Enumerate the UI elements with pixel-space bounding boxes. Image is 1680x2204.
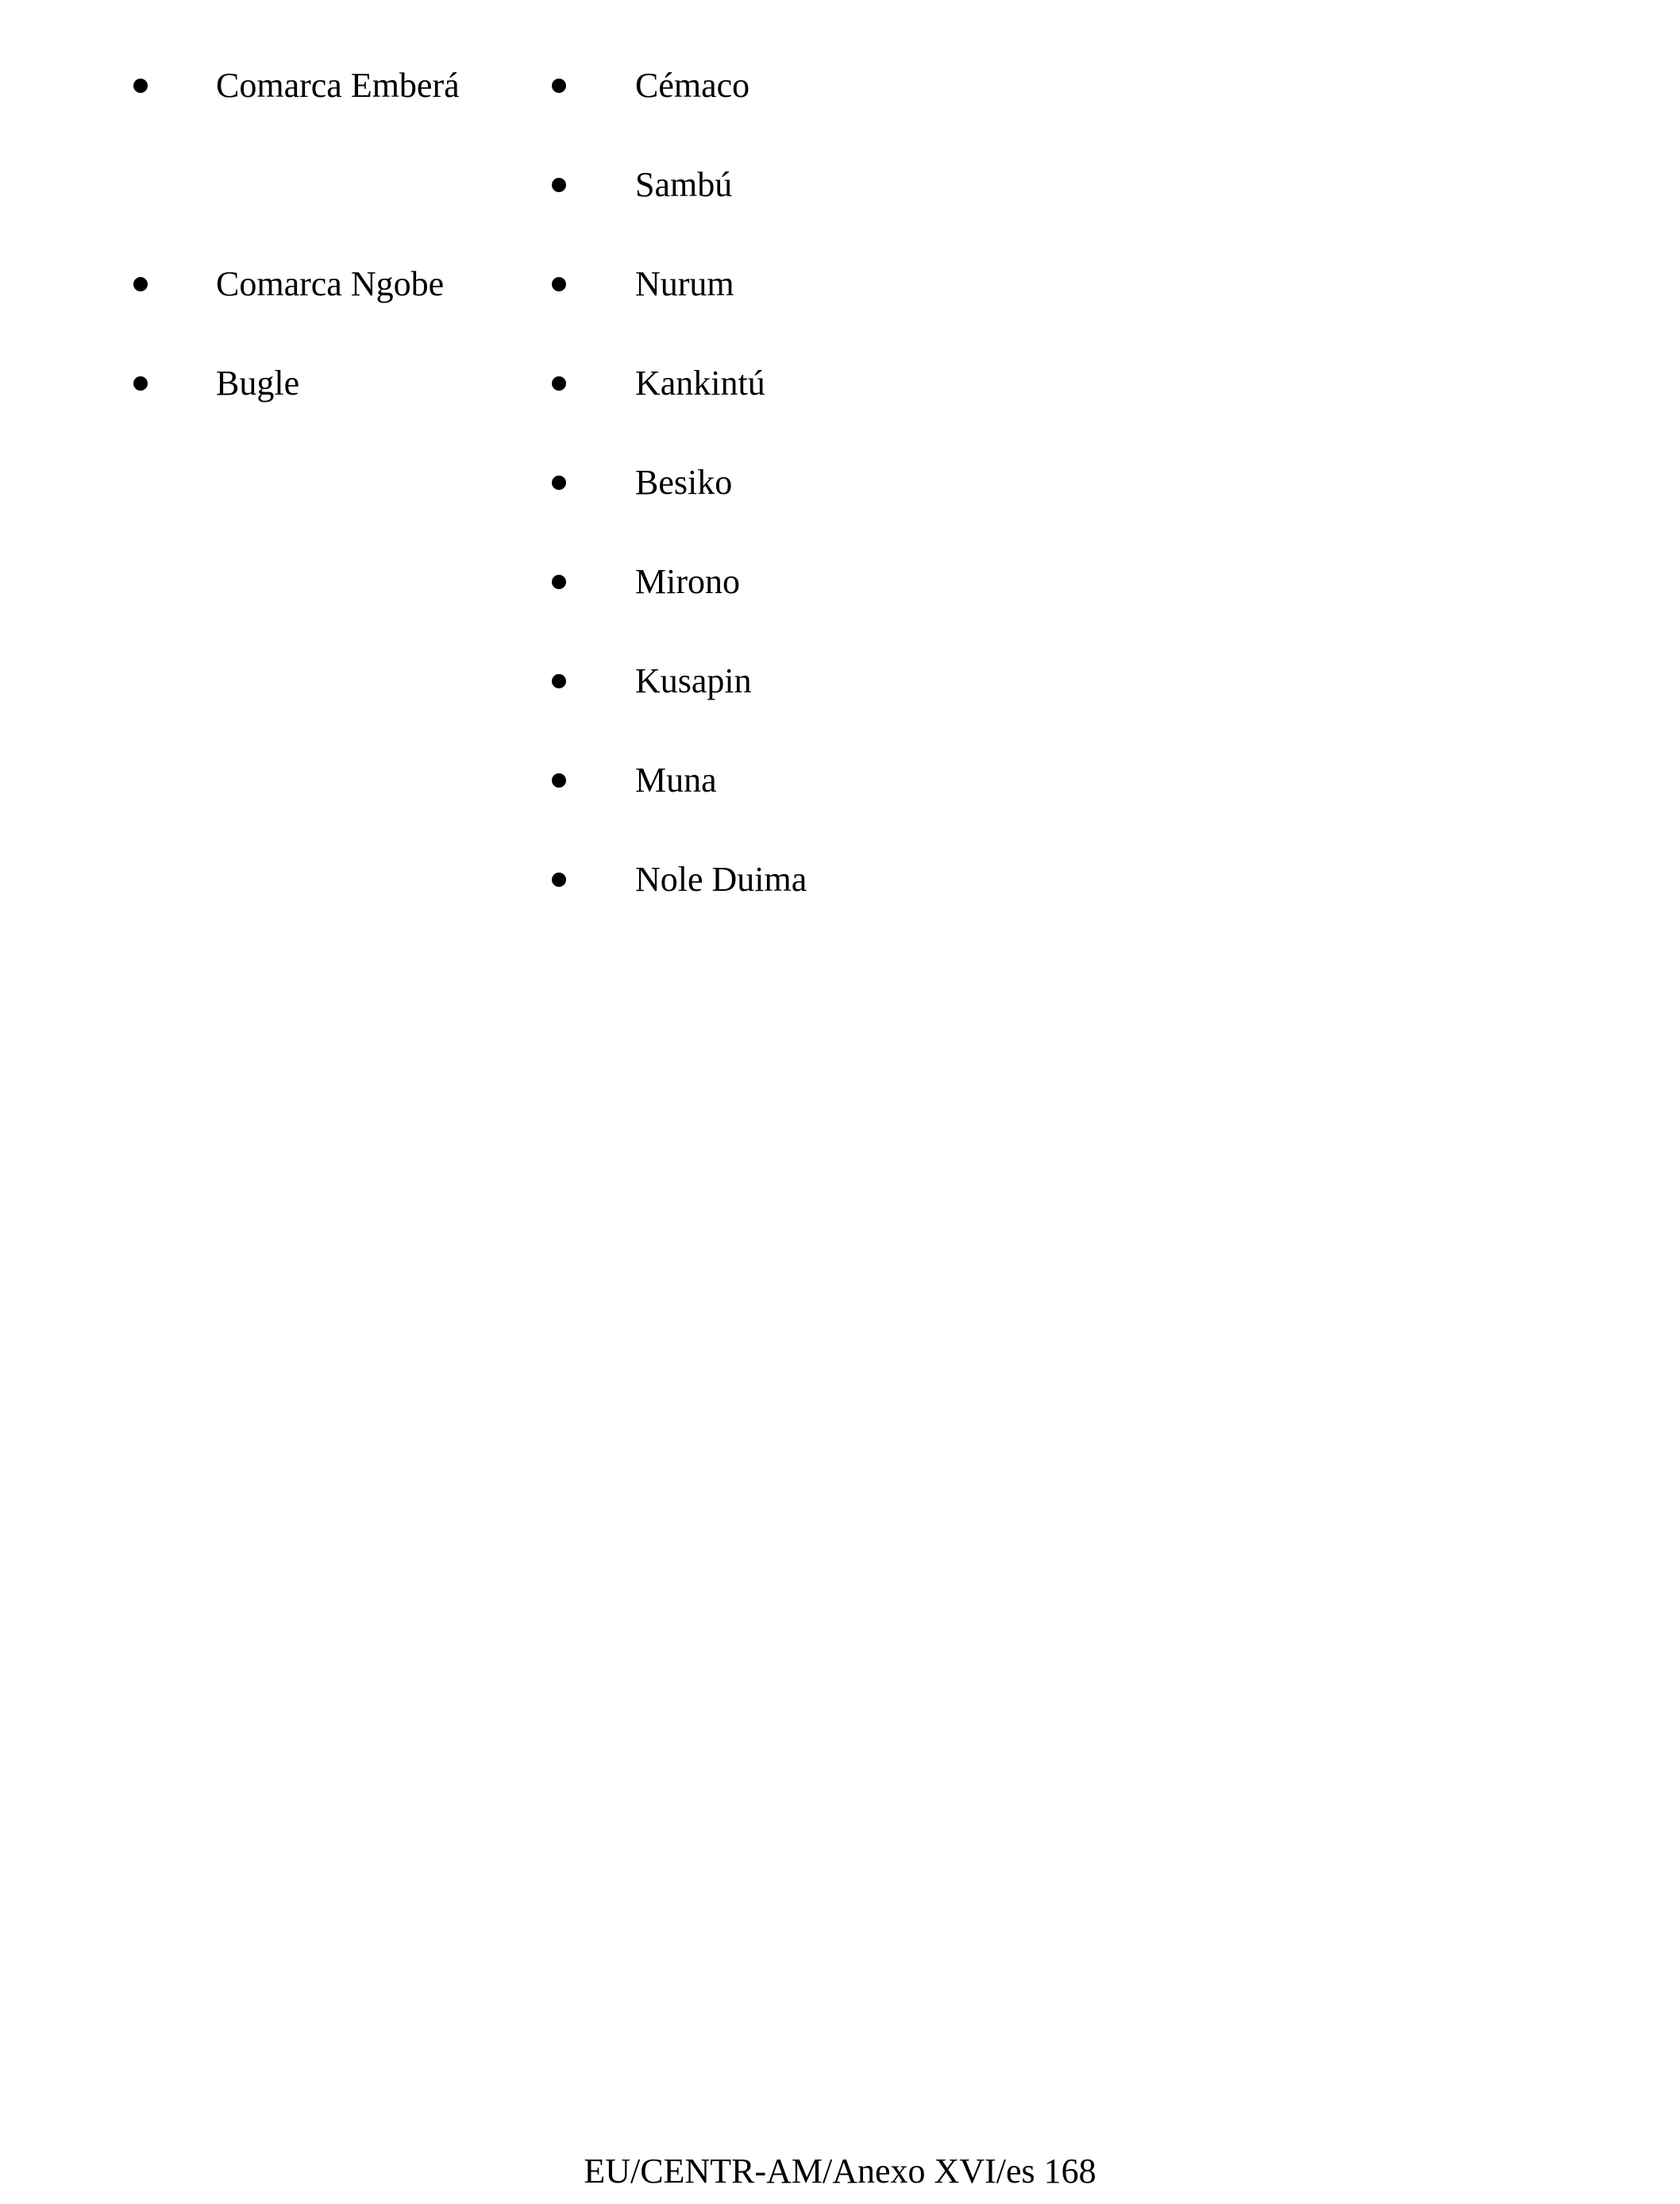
district-label: Kusapin bbox=[635, 661, 752, 700]
bullet-icon bbox=[552, 674, 566, 688]
bullet-icon bbox=[552, 873, 566, 887]
bullet-icon bbox=[552, 277, 566, 291]
district-label: Kankintú bbox=[635, 364, 765, 403]
region-label: Comarca Emberá bbox=[216, 66, 460, 105]
bullet-icon bbox=[552, 79, 566, 93]
bullet-icon bbox=[133, 376, 148, 391]
bullet-icon bbox=[133, 79, 148, 93]
district-label: Nole Duima bbox=[635, 860, 807, 899]
bullet-icon bbox=[552, 376, 566, 391]
district-label: Sambú bbox=[635, 165, 733, 204]
region-label: Comarca Ngobe bbox=[216, 264, 445, 303]
page-footer: EU/CENTR-AM/Anexo XVI/es 168 bbox=[584, 2152, 1096, 2191]
bullet-icon bbox=[552, 178, 566, 192]
bullet-icon bbox=[552, 476, 566, 490]
district-label: Mirono bbox=[635, 562, 740, 601]
bullet-icon bbox=[552, 773, 566, 788]
district-label: Cémaco bbox=[635, 66, 750, 105]
bullet-icon bbox=[133, 277, 148, 291]
region-label: Bugle bbox=[216, 364, 300, 403]
district-label: Besiko bbox=[635, 463, 733, 502]
bullet-icon bbox=[552, 575, 566, 589]
district-label: Nurum bbox=[635, 264, 734, 303]
district-label: Muna bbox=[635, 761, 717, 800]
